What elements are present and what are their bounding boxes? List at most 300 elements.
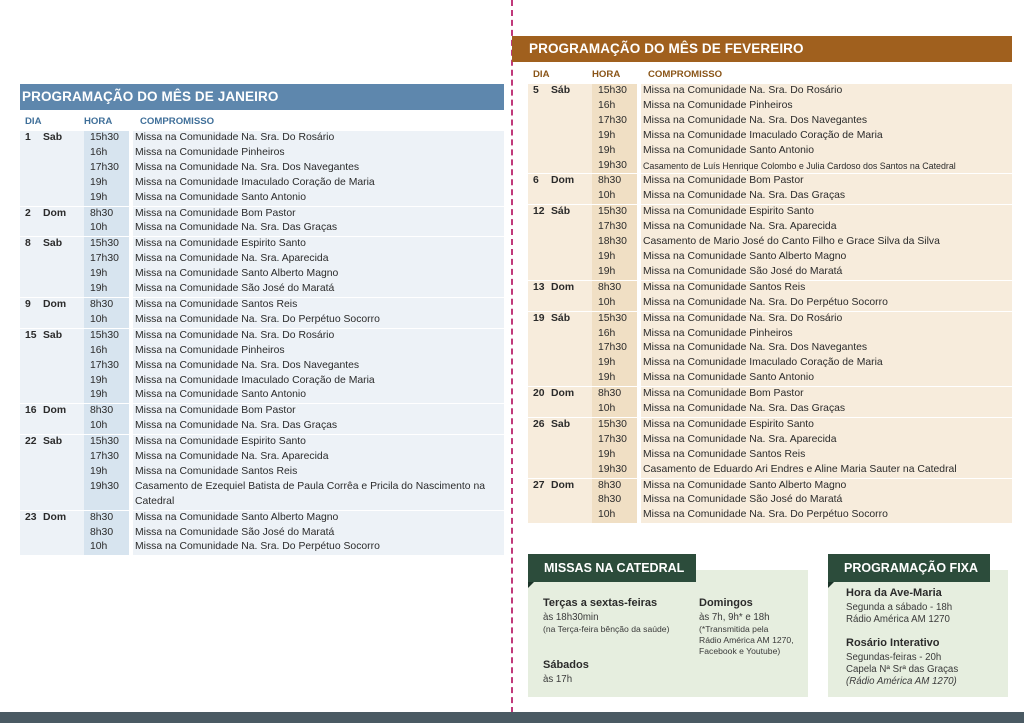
- time-cell: 8h30: [84, 404, 129, 419]
- event-cell: Missa na Comunidade Santos Reis: [641, 448, 1012, 463]
- event-cell: Missa na Comunidade Na. Sra. Das Graças: [641, 402, 1012, 417]
- time-cell: 19h: [592, 356, 637, 371]
- day-number: [25, 450, 43, 465]
- event-cell: Missa na Comunidade Na. Sra. Dos Navegantes: [133, 359, 504, 374]
- event-cell: Missa na Comunidade Imaculado Coração de Maria: [133, 374, 504, 389]
- day-number: [25, 282, 43, 297]
- time-cell: 19h: [84, 388, 129, 403]
- day-cell: [528, 250, 592, 265]
- schedule-row: [20, 465, 504, 480]
- time-cell: 17h30: [84, 359, 129, 374]
- day-cell: [20, 374, 84, 389]
- schedule-row: [528, 448, 1012, 463]
- event-cell: Missa na Comunidade Na. Sra. Do Rosário: [641, 312, 1012, 327]
- schedule-row: [528, 250, 1012, 265]
- event-cell: Missa na Comunidade Na. Sra. Dos Navegantes: [641, 114, 1012, 129]
- event-cell: Missa na Comunidade Na. Sra. Dos Navegantes: [641, 341, 1012, 356]
- event-cell: Missa na Comunidade Imaculado Coração de Maria: [133, 176, 504, 191]
- time-cell: 10h: [84, 221, 129, 236]
- event-cell: Missa na Comunidade Bom Pastor: [133, 404, 504, 419]
- domingos-note-1: (*Transmitida pela: [699, 624, 769, 634]
- event-cell: Missa na Comunidade Pinheiros: [641, 99, 1012, 114]
- schedule-row: [528, 402, 1012, 417]
- day-cell: [528, 235, 592, 250]
- schedule-row: [528, 159, 1012, 174]
- schedule-row: [20, 313, 504, 328]
- domingos-time: às 7h, 9h* e 18h: [699, 612, 770, 623]
- day-number: [533, 99, 551, 114]
- day-cell: [528, 129, 592, 144]
- time-cell: 18h30: [592, 235, 637, 250]
- day-number: 9: [25, 298, 31, 310]
- rosario-radio: (Rádio América AM 1270): [846, 676, 957, 687]
- schedule-row: [20, 359, 504, 374]
- day-cell: [528, 265, 592, 280]
- day-number: [25, 540, 43, 555]
- schedule-row: [528, 371, 1012, 386]
- time-cell: 19h: [592, 129, 637, 144]
- time-cell: 17h30: [84, 161, 129, 176]
- schedule-row: [528, 235, 1012, 250]
- event-cell: Missa na Comunidade Pinheiros: [133, 146, 504, 161]
- sabados-block: [543, 659, 693, 686]
- bottom-band: [0, 712, 1024, 723]
- event-cell: Casamento de Eduardo Ari Endres e Aline Maria Sauter na Catedral: [641, 463, 1012, 478]
- time-cell: 15h30: [84, 237, 129, 252]
- day-number: [533, 159, 551, 174]
- day-cell: [20, 526, 84, 541]
- time-cell: 10h: [592, 296, 637, 311]
- event-cell: Missa na Comunidade Na. Sra. Dos Navegantes: [133, 161, 504, 176]
- schedule-row: [20, 236, 504, 252]
- day-cell: [20, 146, 84, 161]
- time-cell: 15h30: [84, 329, 129, 344]
- rosario-heading: Rosário Interativo: [846, 637, 940, 649]
- february-schedule: [512, 36, 1012, 523]
- day-cell: [20, 221, 84, 236]
- day-cell: [528, 174, 592, 189]
- time-cell: 15h30: [592, 418, 637, 433]
- day-number: [533, 144, 551, 159]
- time-cell: 15h30: [592, 205, 637, 220]
- day-cell: [528, 205, 592, 220]
- schedule-row: [528, 433, 1012, 448]
- day-cell: [528, 281, 592, 296]
- time-cell: 19h: [84, 282, 129, 297]
- time-cell: 19h30: [592, 159, 637, 174]
- time-cell: 8h30: [84, 511, 129, 526]
- day-number: [25, 176, 43, 191]
- day-cell: [20, 435, 84, 450]
- day-number: [25, 344, 43, 359]
- day-number: [533, 402, 551, 417]
- sabados-heading: Sábados: [543, 659, 589, 671]
- event-cell: Missa na Comunidade Espirito Santo: [133, 435, 504, 450]
- event-cell: Missa na Comunidade Na. Sra. Das Graças: [133, 221, 504, 236]
- day-number: [533, 220, 551, 235]
- event-cell: Missa na Comunidade São José do Maratá: [133, 282, 504, 297]
- event-cell: Missa na Comunidade Santos Reis: [641, 281, 1012, 296]
- time-cell: 15h30: [592, 84, 637, 99]
- schedule-row: [528, 114, 1012, 129]
- event-cell: Casamento de Mario José do Canto Filho e Grace Silva da Silva: [641, 235, 1012, 250]
- event-cell: Missa na Comunidade Pinheiros: [133, 344, 504, 359]
- day-cell: [20, 237, 84, 252]
- schedule-row: [20, 526, 504, 541]
- schedule-row: [20, 434, 504, 450]
- event-cell: Missa na Comunidade Pinheiros: [641, 327, 1012, 342]
- day-cell: [528, 114, 592, 129]
- header-dia: DIA: [533, 69, 550, 80]
- schedule-row: [528, 83, 1012, 99]
- weekday: Dom: [43, 405, 67, 417]
- day-cell: [20, 344, 84, 359]
- time-cell: 19h: [592, 250, 637, 265]
- weekday: Dom: [43, 511, 67, 523]
- catedral-title: MISSAS NA CATEDRAL: [528, 554, 696, 582]
- day-cell: [528, 99, 592, 114]
- weekday: Dom: [551, 175, 575, 187]
- weekday: Sab: [43, 329, 63, 341]
- time-cell: 8h30: [592, 479, 637, 494]
- weekday: Dom: [551, 281, 575, 293]
- event-cell: Missa na Comunidade Santo Antonio: [133, 191, 504, 206]
- day-number: [25, 359, 43, 374]
- schedule-row: [528, 99, 1012, 114]
- schedule-row: [528, 173, 1012, 189]
- event-cell: Missa na Comunidade Santos Reis: [133, 465, 504, 480]
- day-cell: [528, 402, 592, 417]
- time-cell: 8h30: [592, 387, 637, 402]
- day-number: 6: [533, 175, 539, 187]
- domingos-heading: Domingos: [699, 597, 753, 609]
- time-cell: 19h30: [592, 463, 637, 478]
- day-cell: [20, 329, 84, 344]
- day-number: [533, 189, 551, 204]
- event-cell: Casamento de Ezequiel Batista de Paula Corrêa e Pricila do Nascimento na Catedral: [133, 480, 504, 510]
- day-number: [533, 493, 551, 508]
- day-cell: [20, 298, 84, 313]
- day-number: [533, 114, 551, 129]
- event-cell: Missa na Comunidade Santo Alberto Magno: [133, 511, 504, 526]
- schedule-row: [528, 265, 1012, 280]
- event-cell: Missa na Comunidade Espirito Santo: [641, 418, 1012, 433]
- event-cell: Missa na Comunidade Imaculado Coração de Maria: [641, 129, 1012, 144]
- tercas-heading: Terças a sextas-feiras: [543, 597, 658, 609]
- day-cell: [20, 207, 84, 222]
- header-dia: DIA: [25, 116, 42, 127]
- event-cell: Missa na Comunidade Na. Sra. Do Perpétuo Socorro: [641, 296, 1012, 311]
- time-cell: 19h30: [84, 480, 129, 510]
- schedule-row: [20, 206, 504, 222]
- event-cell: Missa na Comunidade Santo Antonio: [641, 371, 1012, 386]
- day-number: 8: [25, 238, 31, 250]
- day-number: [533, 327, 551, 342]
- schedule-row: [20, 267, 504, 282]
- time-cell: 8h30: [84, 207, 129, 222]
- day-number: 22: [25, 436, 37, 448]
- day-cell: [20, 176, 84, 191]
- day-cell: [20, 450, 84, 465]
- day-cell: [528, 418, 592, 433]
- day-number: [533, 508, 551, 523]
- domingos-block: [699, 597, 809, 657]
- time-cell: 19h: [592, 371, 637, 386]
- day-number: [533, 265, 551, 280]
- event-cell: Missa na Comunidade Na. Sra. Das Graças: [641, 189, 1012, 204]
- tercas-time: às 18h30min: [543, 612, 599, 623]
- schedule-row: [528, 508, 1012, 523]
- event-cell: Missa na Comunidade Na. Sra. Aparecida: [133, 252, 504, 267]
- weekday: Sab: [43, 436, 63, 448]
- day-cell: [528, 327, 592, 342]
- february-rows: [512, 83, 1012, 523]
- ave-maria-heading: Hora da Ave-Maria: [846, 587, 942, 599]
- schedule-row: [20, 419, 504, 434]
- time-cell: 15h30: [592, 312, 637, 327]
- time-cell: 10h: [84, 540, 129, 555]
- time-cell: 19h: [592, 144, 637, 159]
- time-cell: 19h: [84, 374, 129, 389]
- day-number: 20: [533, 388, 545, 400]
- event-cell: Missa na Comunidade Na. Sra. Do Perpétuo Socorro: [133, 540, 504, 555]
- event-cell: Missa na Comunidade São José do Maratá: [641, 493, 1012, 508]
- time-cell: 16h: [592, 99, 637, 114]
- day-cell: [20, 480, 84, 510]
- schedule-row: [20, 161, 504, 176]
- schedule-row: [20, 252, 504, 267]
- schedule-row: [20, 176, 504, 191]
- schedule-row: [20, 146, 504, 161]
- schedule-row: [528, 144, 1012, 159]
- weekday: Dom: [43, 207, 67, 219]
- event-cell: Missa na Comunidade São José do Maratá: [133, 526, 504, 541]
- day-number: 13: [533, 281, 545, 293]
- day-cell: [528, 144, 592, 159]
- day-cell: [20, 419, 84, 434]
- schedule-row: [528, 493, 1012, 508]
- tercas-note: (na Terça-feira bênção da saúde): [543, 624, 670, 634]
- tercas-block: [543, 597, 693, 635]
- day-number: [25, 267, 43, 282]
- day-number: [533, 356, 551, 371]
- time-cell: 8h30: [592, 281, 637, 296]
- schedule-row: [528, 386, 1012, 402]
- header-compromisso: COMPROMISSO: [140, 116, 215, 127]
- time-cell: 15h30: [84, 131, 129, 146]
- time-cell: 17h30: [84, 252, 129, 267]
- day-cell: [20, 388, 84, 403]
- day-cell: [528, 356, 592, 371]
- day-cell: [20, 465, 84, 480]
- day-number: [533, 463, 551, 478]
- event-cell: Missa na Comunidade Santo Alberto Magno: [641, 250, 1012, 265]
- schedule-row: [20, 480, 504, 510]
- january-column-headers: [20, 113, 504, 130]
- time-cell: 15h30: [84, 435, 129, 450]
- time-cell: 19h: [592, 448, 637, 463]
- event-cell: Missa na Comunidade Na. Sra. Aparecida: [641, 433, 1012, 448]
- schedule-row: [528, 311, 1012, 327]
- time-cell: 17h30: [592, 114, 637, 129]
- event-cell: Missa na Comunidade São José do Maratá: [641, 265, 1012, 280]
- day-cell: [528, 341, 592, 356]
- day-cell: [528, 371, 592, 386]
- rosario-block: [846, 637, 1006, 688]
- day-number: [533, 433, 551, 448]
- header-compromisso: COMPROMISSO: [648, 69, 723, 80]
- day-cell: [20, 191, 84, 206]
- day-number: [25, 191, 43, 206]
- schedule-row: [528, 356, 1012, 371]
- time-cell: 10h: [84, 313, 129, 328]
- sabados-time: às 17h: [543, 674, 573, 685]
- event-cell: Missa na Comunidade Na. Sra. Do Rosário: [133, 329, 504, 344]
- schedule-row: [20, 344, 504, 359]
- schedule-row: [528, 189, 1012, 204]
- weekday: Sab: [43, 238, 63, 250]
- day-cell: [20, 161, 84, 176]
- time-cell: 10h: [84, 419, 129, 434]
- day-cell: [20, 540, 84, 555]
- day-cell: [528, 159, 592, 174]
- event-cell: Missa na Comunidade Santos Reis: [133, 298, 504, 313]
- day-cell: [20, 359, 84, 374]
- day-cell: [20, 511, 84, 526]
- schedule-row: [20, 297, 504, 313]
- schedule-row: [528, 220, 1012, 235]
- day-number: 16: [25, 405, 37, 417]
- time-cell: 17h30: [592, 220, 637, 235]
- event-cell: Missa na Comunidade Na. Sra. Aparecida: [133, 450, 504, 465]
- day-number: [25, 388, 43, 403]
- schedule-row: [20, 388, 504, 403]
- day-cell: [528, 387, 592, 402]
- event-cell: Missa na Comunidade Na. Sra. Do Perpétuo Socorro: [133, 313, 504, 328]
- january-schedule: [20, 84, 504, 555]
- time-cell: 17h30: [592, 433, 637, 448]
- january-rows: [20, 130, 504, 555]
- time-cell: 8h30: [592, 493, 637, 508]
- schedule-row: [528, 478, 1012, 494]
- day-cell: [528, 296, 592, 311]
- fixa-box: [828, 561, 1008, 697]
- day-cell: [528, 508, 592, 523]
- day-number: 19: [533, 312, 545, 324]
- weekday: Dom: [43, 298, 67, 310]
- day-number: 15: [25, 329, 37, 341]
- event-cell: Missa na Comunidade Na. Sra. Das Graças: [133, 419, 504, 434]
- day-cell: [20, 282, 84, 297]
- day-number: [533, 250, 551, 265]
- day-number: [533, 371, 551, 386]
- schedule-row: [528, 341, 1012, 356]
- weekday: Sab: [43, 132, 63, 143]
- event-cell: Missa na Comunidade Bom Pastor: [641, 387, 1012, 402]
- january-title: PROGRAMAÇÃO DO MÊS DE JANEIRO: [20, 84, 504, 110]
- weekday: Sáb: [551, 85, 571, 96]
- february-title: PROGRAMAÇÃO DO MÊS DE FEVEREIRO: [512, 36, 1012, 62]
- day-cell: [528, 220, 592, 235]
- time-cell: 8h30: [84, 298, 129, 313]
- schedule-row: [528, 296, 1012, 311]
- day-number: 5: [533, 85, 539, 96]
- schedule-row: [20, 374, 504, 389]
- day-cell: [528, 479, 592, 494]
- time-cell: 17h30: [592, 341, 637, 356]
- day-cell: [528, 433, 592, 448]
- day-number: [25, 374, 43, 389]
- schedule-row: [20, 540, 504, 555]
- february-column-headers: [512, 66, 1012, 83]
- day-cell: [528, 312, 592, 327]
- time-cell: 8h30: [592, 174, 637, 189]
- weekday: Sáb: [551, 206, 571, 218]
- day-number: [533, 341, 551, 356]
- day-number: [25, 146, 43, 161]
- day-number: [25, 161, 43, 176]
- time-cell: 16h: [592, 327, 637, 342]
- event-cell: Missa na Comunidade Bom Pastor: [133, 207, 504, 222]
- event-cell: Missa na Comunidade Espirito Santo: [133, 237, 504, 252]
- fixa-title: PROGRAMAÇÃO FIXA: [828, 554, 990, 582]
- day-number: 2: [25, 207, 31, 219]
- header-hora: HORA: [592, 69, 621, 80]
- day-cell: [528, 448, 592, 463]
- time-cell: 16h: [84, 344, 129, 359]
- schedule-row: [20, 191, 504, 206]
- day-number: 23: [25, 511, 37, 523]
- weekday: Dom: [551, 479, 575, 491]
- rosario-time: Segundas-feiras - 20h: [846, 652, 942, 663]
- schedule-row: [20, 450, 504, 465]
- event-cell: Missa na Comunidade Santo Alberto Magno: [133, 267, 504, 282]
- header-hora: HORA: [84, 116, 113, 127]
- time-cell: 19h: [84, 465, 129, 480]
- day-cell: [20, 404, 84, 419]
- day-cell: [528, 189, 592, 204]
- event-cell: Missa na Comunidade Imaculado Coração de Maria: [641, 356, 1012, 371]
- time-cell: 10h: [592, 508, 637, 523]
- event-cell: Missa na Comunidade Na. Sra. Aparecida: [641, 220, 1012, 235]
- time-cell: 19h: [84, 267, 129, 282]
- event-cell: Missa na Comunidade Na. Sra. Do Rosário: [641, 84, 1012, 99]
- event-cell: Missa na Comunidade Santo Alberto Magno: [641, 479, 1012, 494]
- ave-maria-block: [846, 587, 1006, 626]
- day-number: [25, 419, 43, 434]
- schedule-row: [528, 327, 1012, 342]
- day-cell: [20, 252, 84, 267]
- day-number: [533, 448, 551, 463]
- day-number: [25, 480, 43, 510]
- day-number: 27: [533, 479, 545, 491]
- day-number: 12: [533, 206, 545, 218]
- domingos-note-2: Rádio América AM 1270,: [699, 635, 794, 645]
- day-cell: [20, 131, 84, 146]
- day-cell: [528, 493, 592, 508]
- day-cell: [20, 267, 84, 282]
- day-number: [533, 129, 551, 144]
- ave-maria-radio: Rádio América AM 1270: [846, 614, 950, 625]
- time-cell: 16h: [84, 146, 129, 161]
- day-number: 1: [25, 132, 31, 143]
- catedral-box: [528, 561, 808, 697]
- day-number: [25, 313, 43, 328]
- ave-maria-time: Segunda a sábado - 18h: [846, 602, 953, 613]
- event-cell: Casamento de Luís Henrique Colombo e Julia Cardoso dos Santos na Catedral: [641, 159, 1012, 174]
- event-cell: Missa na Comunidade Bom Pastor: [641, 174, 1012, 189]
- schedule-row: [20, 130, 504, 146]
